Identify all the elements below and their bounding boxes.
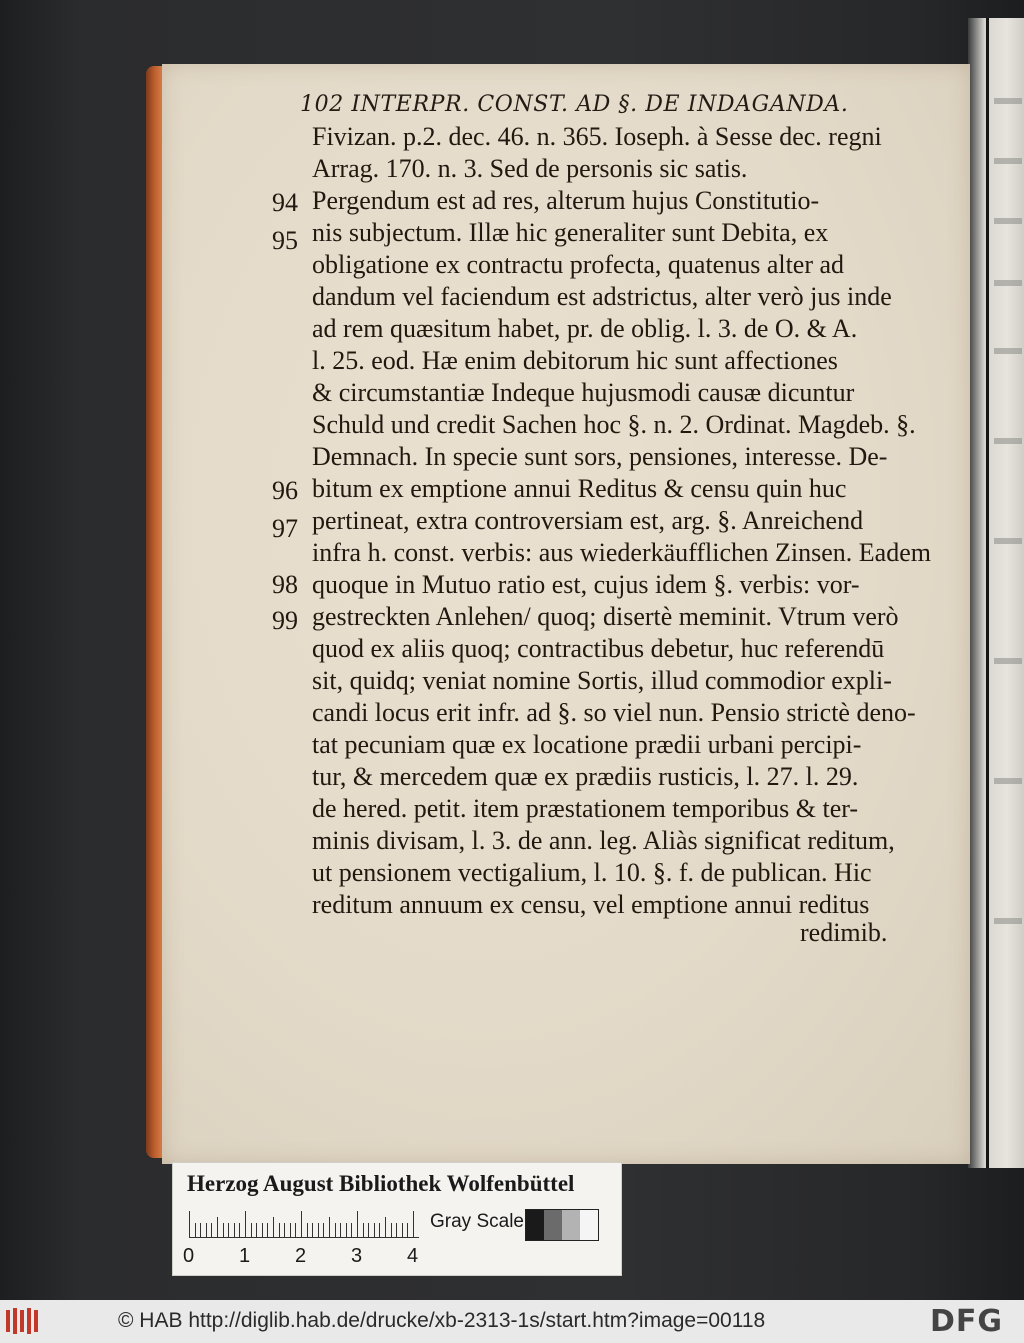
text-line: pertineat, extra controversiam est, arg. §. Anreichend (312, 506, 864, 535)
text-line: quod ex aliis quoq; contractibus debetur, huc referendū (312, 634, 885, 663)
text-line: de hered. petit. item præstationem temporibus & ter- (312, 794, 859, 823)
ruler-tick (267, 1223, 268, 1237)
ruler-tick (340, 1223, 341, 1237)
ruler-digit: 4 (407, 1245, 419, 1267)
ruler-tick (368, 1223, 369, 1237)
text-line: Schuld und credit Sachen hoc §. n. 2. Ordinat. Magdeb. §. (312, 410, 916, 439)
ruler-tick (284, 1223, 285, 1237)
text-line: redimib. (800, 918, 888, 947)
ruler-tick (273, 1217, 274, 1237)
text-line: Arrag. 170. n. 3. Sed de personis sic satis. (312, 154, 748, 183)
gray-swatch (562, 1210, 580, 1240)
text-line: sit, quidq; veniat nomine Sortis, illud commodior expli- (312, 666, 892, 695)
ruler-tick (290, 1223, 291, 1237)
text-line: ad rem quæsitum habet, pr. de oblig. l. 3. de O. & A. (312, 314, 858, 343)
ruler-tick (200, 1223, 201, 1237)
ruler-tick (323, 1223, 324, 1237)
ruler-tick (396, 1223, 397, 1237)
text-line: bitum ex emptione annui Reditus & censu quin huc (312, 474, 847, 503)
text-line: l. 25. eod. Hæ enim debitorum hic sunt affectiones (312, 346, 838, 375)
ruler-tick (391, 1223, 392, 1237)
text-line: Demnach. In specie sunt sors, pensiones, interesse. De- (312, 442, 888, 471)
color-bar (172, 1162, 622, 1276)
text-line: candi locus erit infr. ad §. so viel nun. Pensio strictè deno- (312, 698, 916, 727)
text-line: ut pensionem vectigalium, l. 10. §. f. de publican. Hic (312, 858, 872, 887)
text-line: & circumstantiæ Indeque hujusmodi causæ dicuntur (312, 378, 855, 407)
ruler-tick (228, 1223, 229, 1237)
ruler-tick (407, 1223, 408, 1237)
next-page-edge (968, 18, 1024, 1168)
ruler-digit: 3 (351, 1245, 363, 1267)
margin-number: 98 (272, 570, 298, 599)
ruler-tick (374, 1223, 375, 1237)
ruler-tick (351, 1223, 352, 1237)
ruler-tick (262, 1223, 263, 1237)
gray-swatch (526, 1210, 544, 1240)
dfg-logo: DFG (930, 1304, 1004, 1339)
margin-number: 94 (272, 188, 298, 217)
ruler-tick (301, 1211, 302, 1237)
gray-scale-swatches (525, 1209, 599, 1241)
ruler-tick (206, 1223, 207, 1237)
ruler-tick (217, 1217, 218, 1237)
ruler-tick (307, 1223, 308, 1237)
text-line: nis subjectum. Illæ hic generaliter sunt Debita, ex (312, 218, 829, 247)
margin-number: 95 (272, 226, 298, 255)
text-line: obligatione ex contractu profecta, quatenus alter ad (312, 250, 845, 279)
text-line: gestreckten Anlehen/ quoq; disertè meminit. Vtrum verò (312, 602, 899, 631)
ruler-tick (335, 1223, 336, 1237)
ruler-tick (379, 1223, 380, 1237)
ruler-tick (279, 1223, 280, 1237)
ruler-digit: 0 (183, 1245, 195, 1267)
ruler-tick (251, 1223, 252, 1237)
text-line: dandum vel faciendum est adstrictus, alter verò jus inde (312, 282, 892, 311)
text-line: minis divisam, l. 3. de ann. leg. Aliàs significat reditum, (312, 826, 895, 855)
margin-number: 97 (272, 514, 298, 543)
ruler-tick (234, 1223, 235, 1237)
text-line: Fivizan. p.2. dec. 46. n. 365. Ioseph. à Sesse dec. regni (312, 122, 882, 151)
copyright-credit: © HAB http://diglib.hab.de/drucke/xb-2313-1s/start.htm?image=00118 (118, 1309, 766, 1332)
ruler-tick (189, 1211, 190, 1237)
ruler-tick (239, 1223, 240, 1237)
ruler-digit: 1 (239, 1245, 251, 1267)
ruler-tick (312, 1223, 313, 1237)
ruler-tick (211, 1223, 212, 1237)
margin-number: 96 (272, 476, 298, 505)
ruler-tick (413, 1211, 414, 1237)
ruler-tick (195, 1223, 196, 1237)
text-line: reditum annuum ex censu, vel emptione annui reditus (312, 890, 870, 919)
ruler-tick (318, 1223, 319, 1237)
ruler-tick (329, 1217, 330, 1237)
ruler-tick (256, 1223, 257, 1237)
gray-swatch (544, 1210, 562, 1240)
text-line: quoque in Mutuo ratio est, cujus idem §. verbis: vor- (312, 570, 860, 599)
gray-swatch (580, 1210, 598, 1240)
running-head: 102 INTERPR. CONST. AD §. DE INDAGANDA. (300, 92, 849, 117)
text-line: tat pecuniam quæ ex locatione prædii urbani percipi- (312, 730, 862, 759)
ruler-tick (385, 1217, 386, 1237)
ruler-tick (295, 1223, 296, 1237)
show-through (318, 936, 324, 962)
ruler-digit: 2 (295, 1245, 307, 1267)
ruler-tick (223, 1223, 224, 1237)
ruler-tick (402, 1223, 403, 1237)
ruler-tick (346, 1223, 347, 1237)
text-line: Pergendum est ad res, alterum hujus Constitutio- (312, 186, 820, 215)
hab-logo-icon (4, 1306, 44, 1336)
text-line: infra h. const. verbis: aus wiederkäufflichen Zinsen. Eadem (312, 538, 931, 567)
institution-label: Herzog August Bibliothek Wolfenbüttel (187, 1171, 575, 1196)
margin-number: 99 (272, 606, 298, 635)
footer (0, 1300, 1024, 1343)
text-line: tur, & mercedem quæ ex prædiis rusticis, l. 27. l. 29. (312, 762, 859, 791)
ruler (189, 1209, 419, 1239)
ruler-tick (357, 1211, 358, 1237)
gray-scale-label: Gray Scale (430, 1211, 524, 1232)
ruler-tick (245, 1211, 246, 1237)
ruler-tick (363, 1223, 364, 1237)
